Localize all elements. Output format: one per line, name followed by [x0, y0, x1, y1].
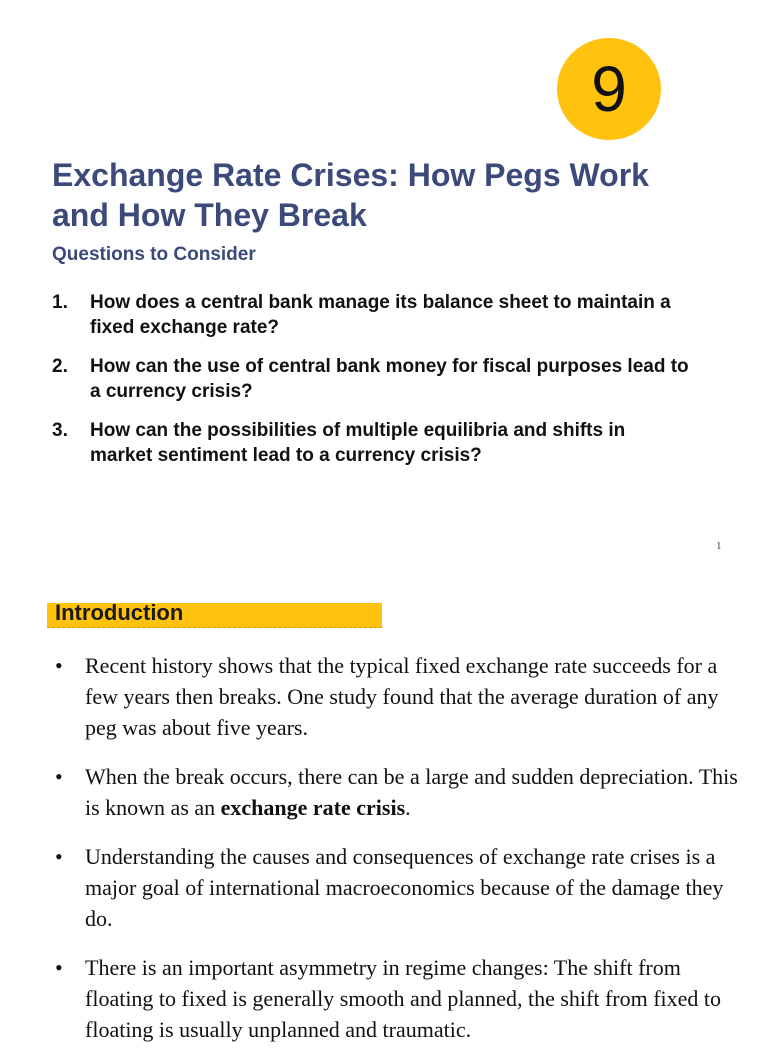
question-number: 2.	[52, 356, 68, 377]
bullet-text: There is an important asymmetry in regime changes: The shift from floating to fixed is generally smooth and planned, the shift from fixed to floating is usually unplanned and traumatic.	[85, 955, 722, 1042]
questions-list	[52, 290, 692, 482]
bullet-icon: •	[55, 844, 63, 869]
bullet-emphasis: exchange rate crisis	[220, 795, 406, 820]
slide-title: Exchange Rate Crises: How Pegs Work and How They Break	[52, 157, 649, 233]
bullet-icon: •	[55, 764, 63, 789]
bullet-item	[55, 841, 745, 934]
bullet-item	[55, 952, 745, 1045]
bullet-item	[55, 761, 745, 823]
bullet-text: Understanding the causes and consequences of exchange rate crises is a major goal of international macroeconomics because of the damage they do.	[85, 844, 724, 931]
page-number: 1	[716, 540, 722, 552]
bullet-icon: •	[55, 653, 63, 678]
bullet-text-part: When the break occurs, there can be a large and sudden depreciation. This is known as an	[85, 764, 738, 820]
bullet-item	[55, 650, 745, 743]
question-item	[52, 418, 692, 468]
bullet-list	[55, 650, 745, 1063]
question-text: How can the use of central bank money for fiscal purposes lead to a currency crisis?	[90, 356, 689, 402]
question-text: How does a central bank manage its balance sheet to maintain a fixed exchange rate?	[90, 292, 671, 338]
question-text: How can the possibilities of multiple equilibria and shifts in market sentiment lead to a currency crisis?	[90, 420, 626, 466]
slide-introduction	[0, 570, 768, 1042]
chapter-number-badge: 9	[557, 38, 661, 140]
question-item	[52, 290, 692, 340]
section-header	[47, 600, 382, 628]
question-item	[52, 354, 692, 404]
bullet-text	[85, 761, 745, 823]
bullet-icon: •	[55, 955, 63, 980]
question-number: 3.	[52, 420, 68, 441]
bullet-text: Recent history shows that the typical fixed exchange rate succeeds for a few years then breaks. One study found that the average duration of any peg was about five years.	[85, 653, 719, 740]
slide-subtitle: Questions to Consider	[52, 244, 256, 265]
question-number: 1.	[52, 292, 68, 313]
bullet-text-part: .	[405, 795, 411, 820]
section-title: Introduction	[55, 600, 184, 625]
